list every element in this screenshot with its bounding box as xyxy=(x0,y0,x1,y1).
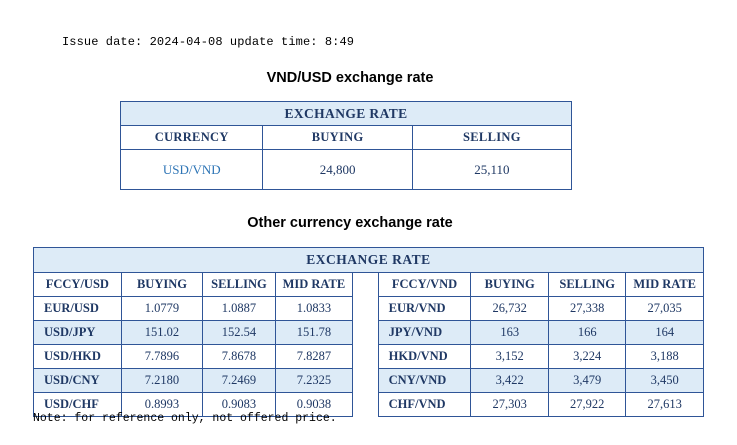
exchange-rate-header: EXCHANGE RATE xyxy=(34,248,704,273)
column-header-fccy-usd: FCCY/USD xyxy=(34,273,122,297)
table-header-row xyxy=(121,102,572,126)
table-spacer-column xyxy=(353,273,378,297)
cell-right-pair: CHF/VND xyxy=(378,393,471,417)
table-spacer-cell xyxy=(353,321,378,345)
cell-buying-rate: 24,800 xyxy=(263,150,412,190)
column-header-left-buying: BUYING xyxy=(121,273,203,297)
cell-right-pair: JPY/VND xyxy=(378,321,471,345)
cell-left-buying: 7.7896 xyxy=(121,345,203,369)
table-header-row xyxy=(34,248,704,273)
cell-right-selling: 3,224 xyxy=(548,345,626,369)
cell-left-pair: USD/HKD xyxy=(34,345,122,369)
cell-right-selling: 3,479 xyxy=(548,369,626,393)
table-spacer-cell xyxy=(353,369,378,393)
cell-right-buying: 163 xyxy=(471,321,549,345)
cell-left-pair: EUR/USD xyxy=(34,297,122,321)
cell-left-mid: 1.0833 xyxy=(275,297,353,321)
exchange-rate-header: EXCHANGE RATE xyxy=(121,102,572,126)
cell-right-mid: 27,035 xyxy=(626,297,704,321)
table-spacer-cell xyxy=(353,345,378,369)
cell-right-mid: 3,188 xyxy=(626,345,704,369)
cell-right-selling: 27,922 xyxy=(548,393,626,417)
column-header-fccy-vnd: FCCY/VND xyxy=(378,273,471,297)
footer-note: Note: for reference only, not offered price. xyxy=(33,412,337,425)
cell-right-buying: 3,152 xyxy=(471,345,549,369)
table-row xyxy=(121,150,572,190)
cell-right-mid: 164 xyxy=(626,321,704,345)
cell-left-selling: 7.8678 xyxy=(203,345,275,369)
cell-left-buying: 0.8993 xyxy=(121,393,203,417)
cell-left-selling: 0.9083 xyxy=(203,393,275,417)
cell-right-pair: HKD/VND xyxy=(378,345,471,369)
issue-date-line: Issue date: 2024-04-08 update time: 8:49 xyxy=(62,35,355,49)
column-header-right-mid-rate: MID RATE xyxy=(626,273,704,297)
cell-left-pair: USD/JPY xyxy=(34,321,122,345)
table-row xyxy=(34,369,704,393)
column-header-right-buying: BUYING xyxy=(471,273,549,297)
column-header-buying: BUYING xyxy=(263,126,412,150)
cell-left-pair: USD/CNY xyxy=(34,369,122,393)
column-header-selling: SELLING xyxy=(412,126,571,150)
cell-right-selling: 27,338 xyxy=(548,297,626,321)
table-column-header-row xyxy=(34,273,704,297)
table-row xyxy=(34,321,704,345)
cell-left-selling: 7.2469 xyxy=(203,369,275,393)
cell-selling-rate: 25,110 xyxy=(412,150,571,190)
cell-left-pair: USD/CHF xyxy=(34,393,122,417)
page-title-other-currency: Other currency exchange rate xyxy=(247,215,453,231)
vnd-usd-exchange-rate-table xyxy=(120,101,572,190)
cell-left-selling: 152.54 xyxy=(203,321,275,345)
other-currency-exchange-rate-table xyxy=(33,247,704,417)
cell-right-buying: 26,732 xyxy=(471,297,549,321)
column-header-left-selling: SELLING xyxy=(203,273,275,297)
cell-right-pair: EUR/VND xyxy=(378,297,471,321)
column-header-currency: CURRENCY xyxy=(121,126,263,150)
table-spacer-cell xyxy=(353,297,378,321)
table-spacer-cell xyxy=(353,393,378,417)
cell-left-buying: 1.0779 xyxy=(121,297,203,321)
table-row xyxy=(34,345,704,369)
column-header-left-mid-rate: MID RATE xyxy=(275,273,353,297)
cell-right-buying: 3,422 xyxy=(471,369,549,393)
table-column-header-row xyxy=(121,126,572,150)
column-header-right-selling: SELLING xyxy=(548,273,626,297)
cell-right-buying: 27,303 xyxy=(471,393,549,417)
cell-currency-pair: USD/VND xyxy=(121,150,263,190)
page-title-vnd-usd: VND/USD exchange rate xyxy=(266,70,434,86)
cell-left-selling: 1.0887 xyxy=(203,297,275,321)
cell-right-mid: 27,613 xyxy=(626,393,704,417)
cell-right-mid: 3,450 xyxy=(626,369,704,393)
cell-left-mid: 7.8287 xyxy=(275,345,353,369)
cell-right-selling: 166 xyxy=(548,321,626,345)
cell-left-mid: 7.2325 xyxy=(275,369,353,393)
cell-left-buying: 151.02 xyxy=(121,321,203,345)
cell-left-buying: 7.2180 xyxy=(121,369,203,393)
cell-right-pair: CNY/VND xyxy=(378,369,471,393)
table-row xyxy=(34,297,704,321)
cell-left-mid: 151.78 xyxy=(275,321,353,345)
cell-left-mid: 0.9038 xyxy=(275,393,353,417)
